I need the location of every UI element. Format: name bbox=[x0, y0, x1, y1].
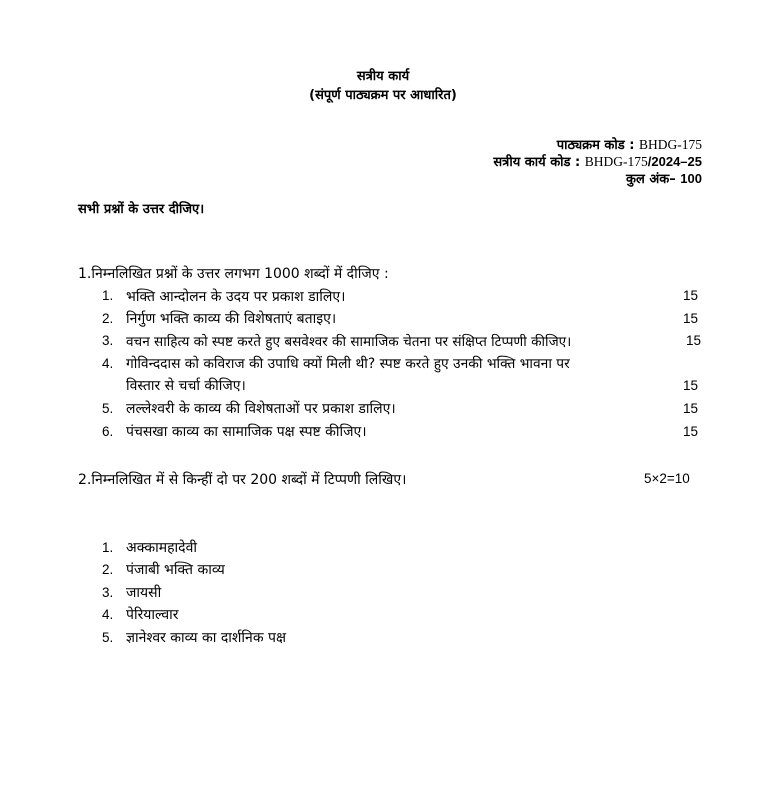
item-text: पंजाबी भक्ति काव्य bbox=[126, 562, 225, 578]
item-number: 4. bbox=[102, 607, 114, 622]
item-text: जायसी bbox=[126, 585, 162, 601]
document-title: सत्रीय कार्य bbox=[356, 69, 410, 84]
assignment-code-value: BHDG-175 bbox=[584, 154, 648, 169]
section2-marks: 5×2=10 bbox=[644, 471, 690, 486]
item-marks: 15 bbox=[683, 424, 699, 439]
item-text: ज्ञानेश्वर काव्य का दार्शनिक पक्ष bbox=[126, 630, 287, 646]
item-number: 5. bbox=[102, 401, 114, 416]
item-marks: 15 bbox=[683, 378, 699, 393]
total-marks-value: 100 bbox=[680, 171, 702, 186]
item-number: 1. bbox=[102, 540, 114, 555]
assignment-year: /2024–25 bbox=[647, 154, 702, 169]
item-number: 4. bbox=[102, 356, 114, 371]
section1-heading: 1.निम्नलिखित प्रश्नों के उत्तर लगभग 1000 शब्दों में दीजिए : bbox=[78, 266, 389, 282]
item-marks: 15 bbox=[683, 311, 699, 326]
course-code-label: पाठ्यक्रम कोड : bbox=[556, 138, 635, 153]
item-number: 5. bbox=[102, 630, 114, 645]
item-text: निर्गुण भक्ति काव्य की विशेषताएं बताइए। bbox=[126, 311, 337, 327]
document-subtitle: (संपूर्ण पाठ्यक्रम पर आधारित) bbox=[309, 88, 457, 103]
item-text: अक्कामहादेवी bbox=[126, 540, 197, 556]
course-code-line bbox=[557, 135, 702, 153]
item-number: 3. bbox=[102, 585, 114, 600]
item-marks: 15 bbox=[686, 333, 702, 348]
item-marks: 15 bbox=[683, 401, 699, 416]
item-number: 3. bbox=[102, 333, 114, 348]
item-text: पेरियाल्वार bbox=[126, 607, 179, 623]
item-text: पंचसखा काव्य का सामाजिक पक्ष स्पष्ट कीजिए। bbox=[126, 424, 367, 440]
item-text: लल्लेश्वरी के काव्य की विशेषताओं पर प्रकाश डालिए। bbox=[126, 401, 396, 417]
item-number: 6. bbox=[102, 424, 114, 439]
instruction: सभी प्रश्नों के उत्तर दीजिए। bbox=[78, 202, 205, 217]
item-number: 1. bbox=[102, 288, 114, 303]
item-number: 2. bbox=[102, 562, 114, 577]
item-text-continued: विस्तार से चर्चा कीजिए। bbox=[126, 378, 246, 394]
section2-heading: 2.निम्नलिखित में से किन्हीं दो पर 200 शब्दों में टिप्पणी लिखिए। bbox=[78, 472, 407, 488]
assignment-code-label: सत्रीय कार्य कोड : bbox=[493, 155, 581, 170]
item-marks: 15 bbox=[683, 288, 699, 303]
total-marks-line bbox=[626, 169, 702, 187]
assignment-code-line bbox=[493, 152, 702, 170]
item-text: वचन साहित्य को स्पष्ट करते हुए बसवेश्वर की सामाजिक चेतना पर संक्षिप्त टिप्पणी कीजिए। bbox=[126, 334, 572, 350]
total-marks-label: कुल अंक– bbox=[626, 172, 676, 187]
item-text: गोविन्ददास को कविराज की उपाधि क्यों मिली थी? स्पष्ट करते हुए उनकी भक्ति भावना पर bbox=[126, 356, 570, 372]
item-text: भक्ति आन्दोलन के उदय पर प्रकाश डालिए। bbox=[126, 289, 346, 305]
course-code-value: BHDG-175 bbox=[639, 137, 702, 152]
item-number: 2. bbox=[102, 311, 114, 326]
